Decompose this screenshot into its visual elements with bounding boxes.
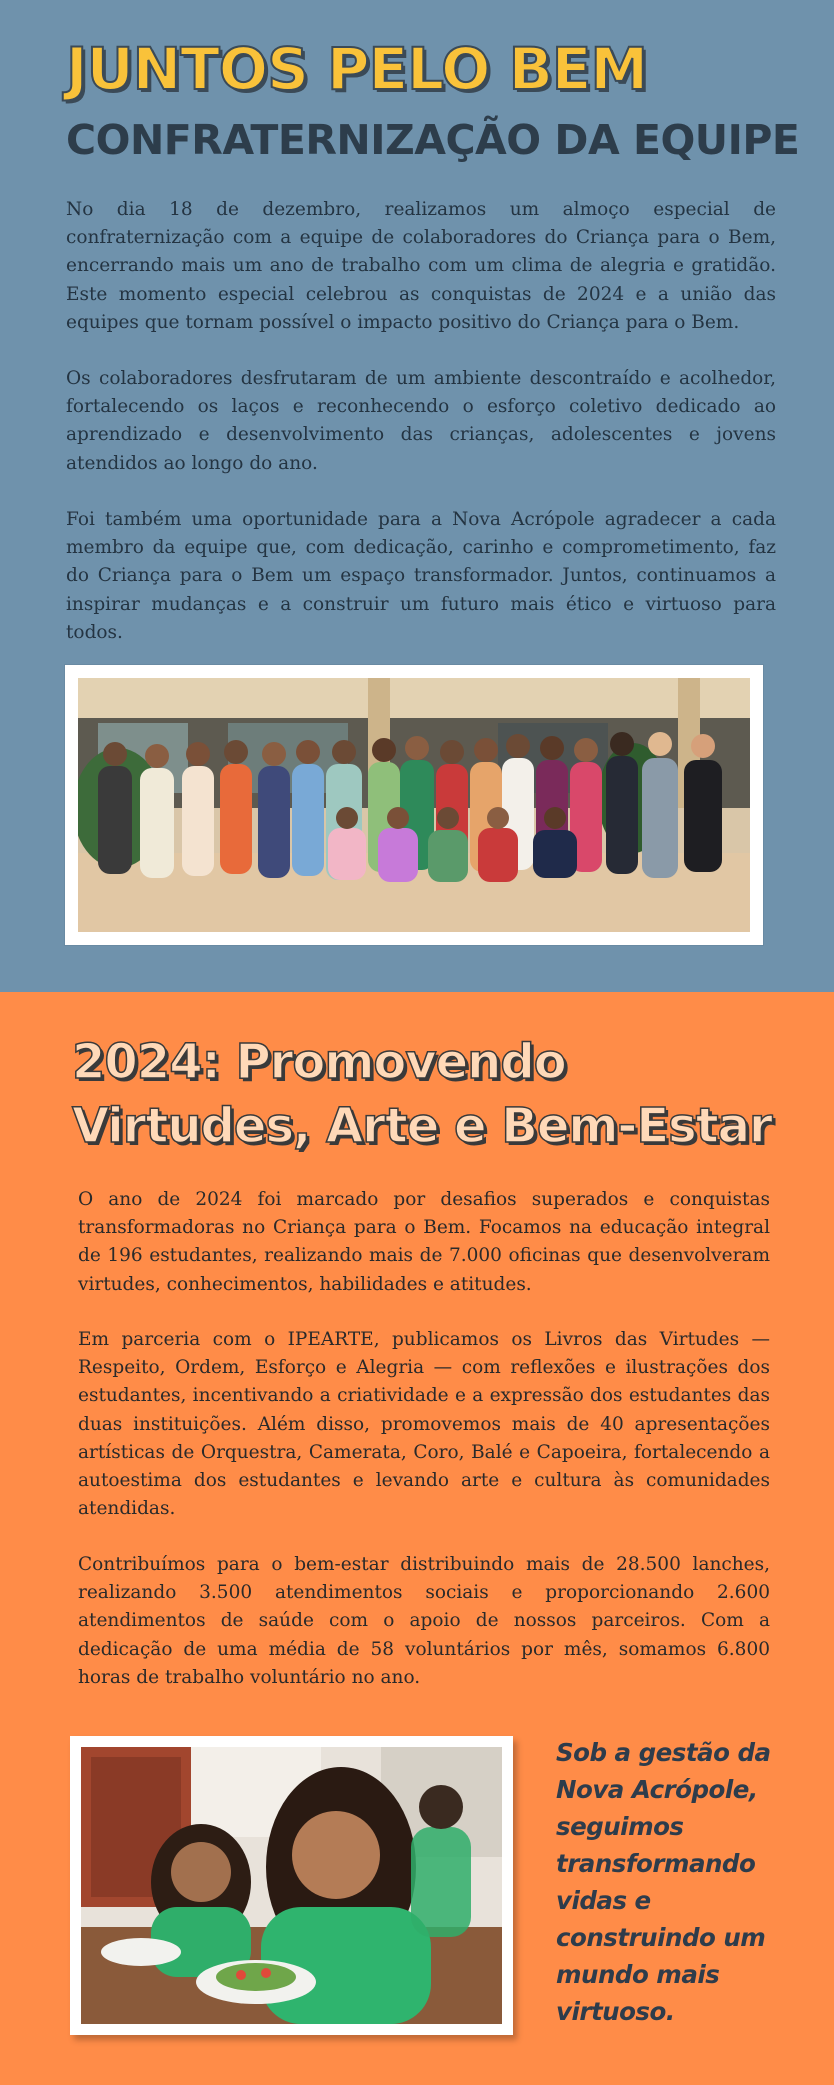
page-title: JUNTOS PELO BEM xyxy=(66,35,648,103)
kids-photo xyxy=(70,1736,513,2035)
review-title xyxy=(72,1030,772,1158)
kids-photo-image xyxy=(81,1747,502,2024)
review-paragraph-2: Em parceria com o IPEARTE, publicamos os Livros das Virtudes — Respeito, Ordem, Esforço e Alegria — com reflexões e ilustrações dos estudantes, incentivando a criatividade e a expressão dos estudantes das duas instituições. Além disso, promovemos mais de 40 apresentações artísticas de Orquestra, Camerata, Coro, Balé e Capoeira, fortalecendo a autoestima dos estudantes e levando arte e cultura às comunidades atendidas. xyxy=(78,1329,770,1520)
intro-paragraph-2: Os colaboradores desfrutaram de um ambiente descontraído e acolhedor, fortalecendo os laços e reconhecendo o esforço coletivo dedicado ao aprendizado e desenvolvimento das crianças, adolescentes e jovens atendidos ao longo do ano. xyxy=(66,368,776,474)
review-title-line-2: Virtudes, Arte e Bem-Estar xyxy=(72,1098,772,1154)
closing-quote: Sob a gestão da Nova Acrópole, seguimos transformando vidas e construindo um mundo mais virtuoso. xyxy=(556,1738,771,2026)
intro-paragraph-1: No dia 18 de dezembro, realizamos um almoço especial de confraternização com a equipe de colaboradores do Criança para o Bem, encerrando mais um ano de trabalho com um clima de alegria e gratidão. Este momento especial celebrou as conquistas de 2024 e a união das equipes que tornam possível o impacto positivo do Criança para o Bem. xyxy=(66,199,776,333)
intro-paragraph-3: Foi também uma oportunidade para a Nova Acrópole agradecer a cada membro da equipe que, com dedicação, carinho e comprometimento, faz do Criança para o Bem um espaço transformador. Juntos, continuamos a inspirar mudanças e a construir um futuro mais ético e virtuoso para todos. xyxy=(66,509,776,643)
review-paragraph-3: Contribuímos para o bem-estar distribuindo mais de 28.500 lanches, realizando 3.500 atendimentos sociais e proporcionando 2.600 atendimentos de saúde com o apoio de nossos parceiros. Com a dedicação de uma média de 58 voluntários por mês, somamos 6.800 horas de trabalho voluntário no ano. xyxy=(78,1554,770,1688)
page-subtitle: CONFRATERNIZAÇÃO DA EQUIPE xyxy=(66,116,800,164)
review-title-line-1: 2024: Promovendo xyxy=(72,1034,566,1090)
review-paragraph-1: O ano de 2024 foi marcado por desafios superados e conquistas transformadoras no Criança para o Bem. Focamos na educação integral de 196 estudantes, realizando mais de 7.000 oficinas que desenvolveram virtudes, conhecimentos, habilidades e atitudes. xyxy=(78,1189,770,1295)
team-photo xyxy=(65,665,763,945)
team-photo-image xyxy=(78,678,750,932)
